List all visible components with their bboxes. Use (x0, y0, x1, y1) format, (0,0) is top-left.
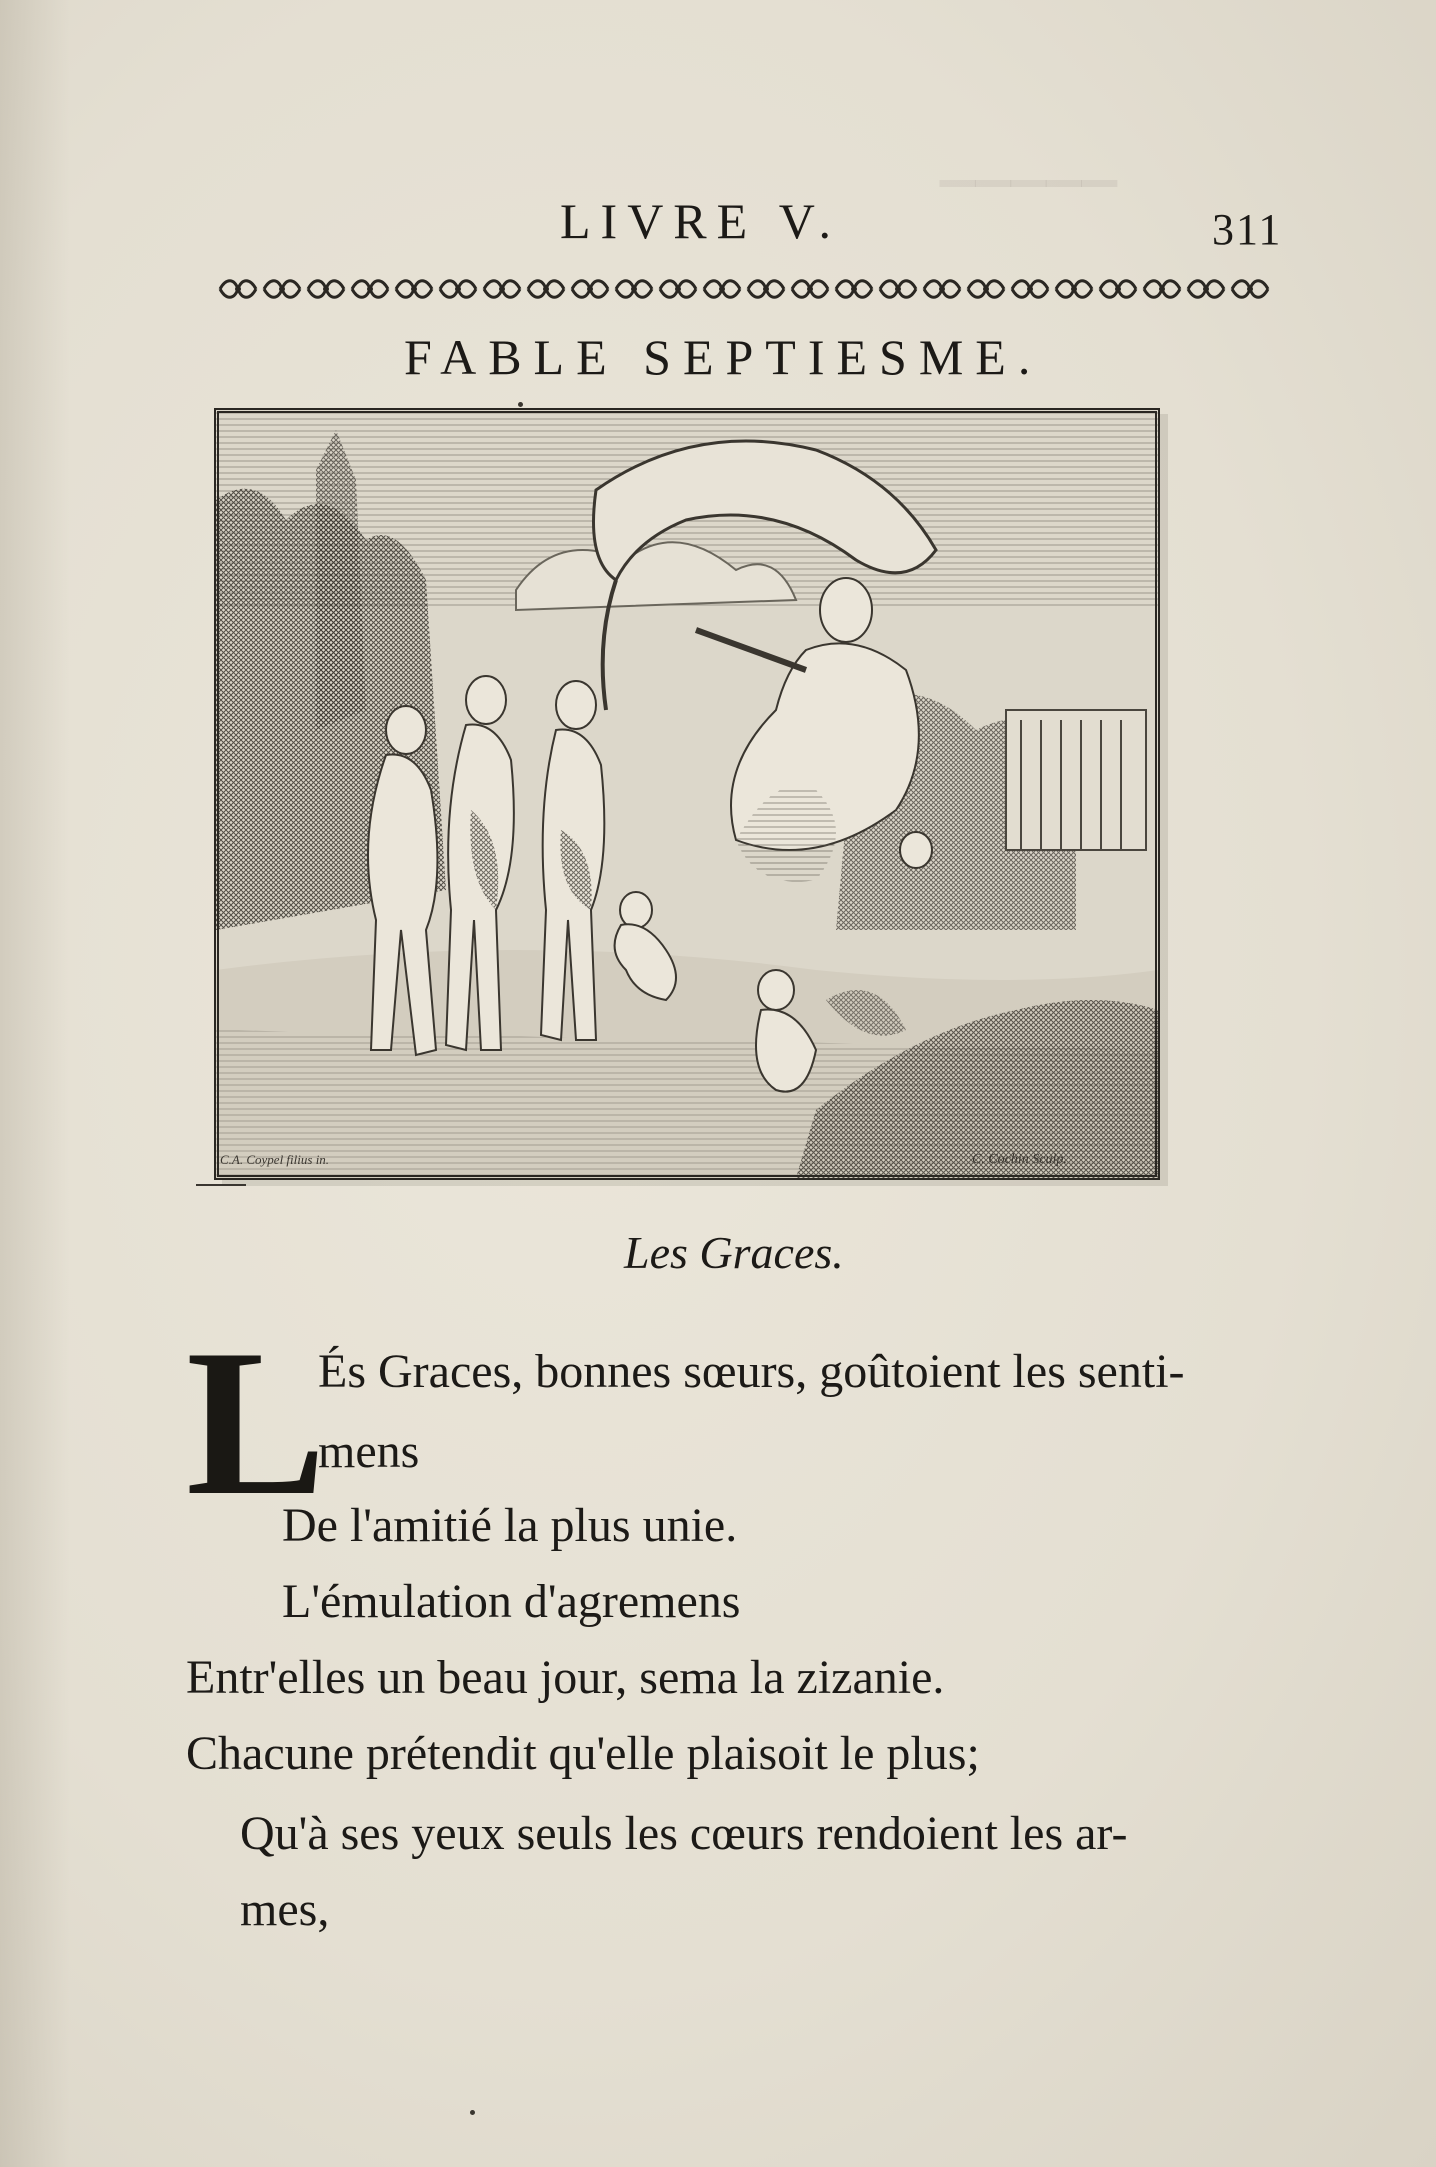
verse-line: És Graces, bonnes sœurs, goûtoient les senti- (318, 1345, 1185, 1398)
engraver-credit: C. Cochin Sculp. (972, 1152, 1067, 1167)
ink-speck (470, 2110, 475, 2115)
verse-line: mes, (240, 1883, 330, 1936)
verse-line: Chacune prétendit qu'elle plaisoit le plus; (186, 1727, 980, 1780)
gutter-shadow (0, 0, 70, 2167)
verse-line: Qu'à ses yeux seuls les cœurs rendoient les ar- (240, 1807, 1128, 1860)
artist-credit: C.A. Coypel filius in. (220, 1152, 330, 1167)
drop-cap: L (186, 1307, 327, 1539)
running-head: LIVRE V. (560, 193, 841, 249)
verse-line: De l'amitié la plus unie. (282, 1499, 738, 1552)
illustration-caption: Les Graces. (624, 1227, 844, 1278)
engraving-illustration (214, 408, 1160, 1180)
plate-rule (196, 1184, 246, 1186)
show-through: ▔▔▔▔▔ (940, 182, 1117, 233)
verse-line: L'émulation d'agremens (282, 1575, 741, 1628)
ornament-rule (216, 274, 1270, 304)
page-number: 311 (1212, 205, 1283, 254)
verse-line: Entr'elles un beau jour, sema la zizanie. (186, 1651, 945, 1704)
verse-line: mens (318, 1425, 420, 1478)
ink-speck (518, 402, 523, 407)
fable-title: FABLE SEPTIESME. (404, 329, 1043, 385)
